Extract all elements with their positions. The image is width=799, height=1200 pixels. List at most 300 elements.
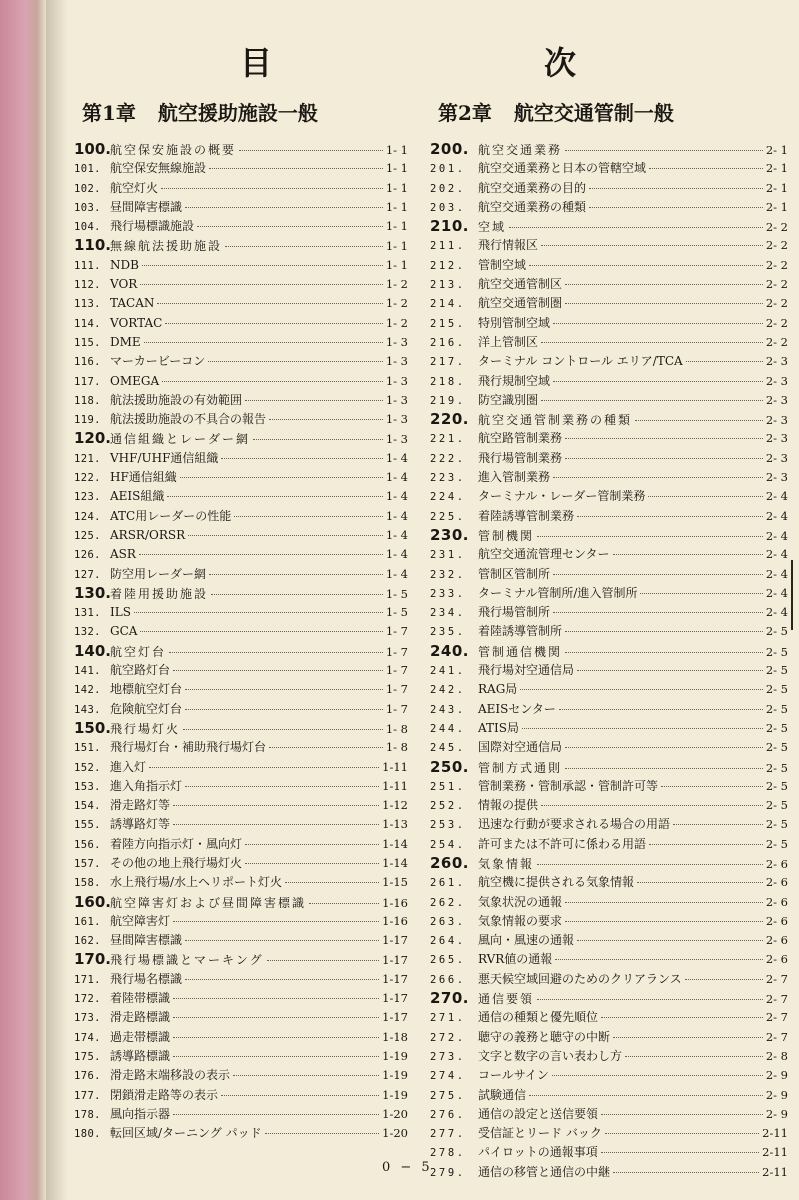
entry-page: 2- 7 bbox=[765, 1010, 788, 1025]
entry-page: 2- 3 bbox=[765, 450, 788, 465]
toc-entry bbox=[430, 777, 788, 796]
toc-entry bbox=[74, 1047, 408, 1066]
entry-title: ILS bbox=[110, 605, 131, 620]
entry-title: 進入角指示灯 bbox=[110, 778, 183, 793]
dot-leader bbox=[601, 1017, 763, 1018]
dot-leader bbox=[253, 439, 383, 440]
toc-entry bbox=[74, 815, 408, 834]
dot-leader bbox=[565, 303, 763, 304]
entry-number: 122. bbox=[74, 472, 101, 485]
entry-number: 263. bbox=[430, 915, 466, 928]
entry-page: 2- 5 bbox=[765, 624, 788, 639]
entry-page: 1- 3 bbox=[385, 334, 408, 349]
entry-page: 2- 5 bbox=[765, 836, 788, 851]
toc-entry bbox=[430, 449, 788, 468]
entry-number: 177. bbox=[74, 1089, 101, 1102]
toc-entry bbox=[74, 854, 408, 873]
entry-number: 176. bbox=[74, 1070, 101, 1083]
entry-page: 1- 1 bbox=[385, 180, 408, 195]
entry-page: 2- 4 bbox=[765, 528, 788, 543]
entry-number: 211. bbox=[430, 240, 466, 253]
dot-leader bbox=[173, 1056, 379, 1057]
entry-page: 1-20 bbox=[382, 1106, 408, 1121]
dot-leader bbox=[673, 824, 763, 825]
entry-title: 航空灯台 bbox=[110, 644, 167, 659]
entry-page: 2- 5 bbox=[765, 778, 788, 793]
entry-number: 123. bbox=[74, 491, 101, 504]
entry-title: パイロットの通報事項 bbox=[478, 1145, 598, 1160]
dot-leader bbox=[173, 1037, 379, 1038]
entry-page: 1- 5 bbox=[385, 586, 408, 601]
entry-title: ターミナル・レーダー管制業務 bbox=[478, 489, 646, 504]
entry-number: 200. bbox=[430, 140, 470, 158]
dot-leader bbox=[185, 709, 383, 710]
entry-page: 1-14 bbox=[382, 855, 408, 870]
entry-number: 158. bbox=[74, 877, 101, 890]
dot-leader bbox=[173, 824, 379, 825]
entry-title: 文字と数字の言い表わし方 bbox=[478, 1048, 623, 1063]
entry-page: 2- 3 bbox=[765, 354, 788, 369]
entry-number: 170. bbox=[74, 950, 112, 969]
entry-page: 1- 1 bbox=[385, 239, 408, 254]
chapter-1-column bbox=[74, 96, 408, 1143]
entry-page: 2- 2 bbox=[765, 277, 788, 292]
toc-entry bbox=[74, 584, 408, 603]
entry-number: 254. bbox=[430, 838, 466, 851]
dot-leader bbox=[173, 805, 379, 806]
toc-entry bbox=[430, 642, 788, 661]
entry-title: 着陸誘導管制所 bbox=[478, 624, 563, 639]
toc-entry bbox=[430, 1066, 788, 1085]
entry-page: 2- 1 bbox=[765, 161, 788, 176]
entry-title: 許可または不許可に係わる用語 bbox=[478, 836, 647, 851]
entry-number: 243. bbox=[430, 703, 466, 716]
dot-leader bbox=[625, 1056, 763, 1057]
entry-page: 1-17 bbox=[382, 971, 408, 986]
entry-number: 117. bbox=[74, 375, 101, 388]
entry-title: 危険航空灯台 bbox=[110, 701, 183, 716]
entry-title: GCA bbox=[110, 624, 138, 639]
entry-page: 2-11 bbox=[762, 1126, 788, 1141]
entry-number: 140. bbox=[74, 641, 112, 660]
entry-title: 防空用レーダー網 bbox=[110, 566, 207, 581]
entry-page: 1-16 bbox=[382, 895, 408, 910]
entry-title: 水上飛行場/水上ヘリポート灯火 bbox=[110, 875, 283, 890]
entry-page: 1- 7 bbox=[385, 701, 408, 716]
chapter-2-entries bbox=[430, 140, 788, 1182]
entry-page: 1-19 bbox=[382, 1068, 408, 1083]
entry-number: 120. bbox=[74, 429, 112, 448]
entry-page: 2- 5 bbox=[765, 663, 788, 678]
dot-leader bbox=[577, 940, 763, 941]
toc-entry bbox=[74, 256, 408, 275]
dot-leader bbox=[613, 1172, 759, 1173]
entry-page: 2- 5 bbox=[765, 701, 788, 716]
entry-number: 220. bbox=[430, 410, 470, 429]
toc-entry bbox=[74, 275, 408, 294]
entry-number: 130. bbox=[74, 583, 112, 602]
entry-title: 航空交通管制業務の種類 bbox=[478, 413, 633, 428]
toc-entry bbox=[74, 159, 408, 178]
entry-title: AEISセンター bbox=[478, 701, 556, 716]
entry-title: 飛行場灯台・補助飛行場灯台 bbox=[110, 740, 267, 755]
dot-leader bbox=[649, 844, 763, 845]
toc-entry bbox=[74, 314, 408, 333]
entry-number: 251. bbox=[430, 780, 466, 793]
entry-title: 通信の設定と送信要領 bbox=[478, 1106, 599, 1121]
toc-entry bbox=[74, 565, 408, 584]
dot-leader bbox=[589, 207, 763, 208]
dot-leader bbox=[173, 1114, 379, 1115]
entry-page: 2- 7 bbox=[765, 1029, 788, 1044]
entry-title: 迅速な行動が要求される場合の用語 bbox=[478, 817, 671, 832]
dot-leader bbox=[188, 535, 383, 536]
entry-number: 252. bbox=[430, 800, 466, 813]
toc-entry bbox=[74, 526, 408, 545]
toc-entry bbox=[430, 989, 788, 1008]
entry-number: 241. bbox=[430, 665, 466, 678]
dot-leader bbox=[541, 400, 763, 401]
entry-page: 2- 5 bbox=[765, 760, 788, 775]
entry-page: 1-14 bbox=[382, 836, 408, 851]
entry-number: 171. bbox=[74, 973, 101, 986]
dot-leader bbox=[565, 458, 763, 459]
toc-entry bbox=[430, 950, 788, 969]
toc-entry bbox=[74, 931, 408, 950]
entry-page: 1- 1 bbox=[385, 257, 408, 272]
entry-page: 1-15 bbox=[382, 875, 408, 890]
entry-title: マーカービーコン bbox=[110, 354, 206, 369]
dot-leader bbox=[577, 516, 763, 517]
dot-leader bbox=[144, 342, 383, 343]
entry-number: 174. bbox=[74, 1031, 101, 1044]
toc-entry bbox=[430, 294, 788, 313]
toc-entry bbox=[74, 796, 408, 815]
toc-entry bbox=[74, 352, 408, 371]
dot-leader bbox=[234, 516, 383, 517]
dot-leader bbox=[589, 188, 763, 189]
dot-leader bbox=[165, 323, 383, 324]
entry-page: 2- 1 bbox=[765, 199, 788, 214]
dot-leader bbox=[245, 400, 383, 401]
entry-number: 242. bbox=[430, 684, 466, 697]
dot-leader bbox=[157, 303, 382, 304]
dot-leader bbox=[565, 768, 763, 769]
chapter-1-number: 第1章 bbox=[82, 101, 136, 125]
entry-page: 1-16 bbox=[382, 913, 408, 928]
entry-title: VHF/UHF通信組織 bbox=[110, 450, 219, 465]
entry-title: 飛行場管制所 bbox=[478, 605, 551, 620]
entry-title: 受信証とリード バック bbox=[478, 1126, 602, 1141]
entry-title: 航空交通管制圏 bbox=[478, 296, 563, 311]
entry-title: 飛行場標識とマーキング bbox=[110, 953, 264, 968]
entry-page: 1- 8 bbox=[385, 721, 408, 736]
entry-number: 115. bbox=[74, 336, 101, 349]
dot-leader bbox=[245, 844, 379, 845]
entry-number: 230. bbox=[430, 525, 470, 544]
entry-page: 1- 3 bbox=[385, 412, 408, 427]
toc-entry bbox=[430, 1105, 788, 1124]
toc-entry bbox=[74, 642, 408, 661]
entry-page: 2- 6 bbox=[765, 875, 788, 890]
dot-leader bbox=[180, 477, 383, 478]
entry-page: 2- 6 bbox=[765, 913, 788, 928]
page-title-right: 次 bbox=[544, 44, 579, 82]
toc-entry bbox=[430, 873, 788, 892]
toc-entry bbox=[430, 912, 788, 931]
entry-title: ASR bbox=[110, 547, 136, 562]
entry-number: 157. bbox=[74, 857, 101, 870]
toc-entry bbox=[74, 950, 408, 969]
toc-entry bbox=[74, 777, 408, 796]
dot-leader bbox=[245, 863, 379, 864]
toc-entry bbox=[74, 1008, 408, 1027]
entry-page: 2- 2 bbox=[765, 238, 788, 253]
entry-page: 1- 2 bbox=[385, 315, 408, 330]
entry-number: 271. bbox=[430, 1012, 466, 1025]
entry-title: 転回区域/ターニング パッド bbox=[110, 1126, 262, 1141]
entry-page: 2- 9 bbox=[765, 1068, 788, 1083]
dot-leader bbox=[185, 979, 379, 980]
entry-title: 管制区管制所 bbox=[478, 566, 551, 581]
entry-title: 昼間障害標識 bbox=[110, 933, 183, 948]
entry-title: 管制業務・管制承認・管制許可等 bbox=[478, 778, 659, 793]
entry-page: 1- 8 bbox=[385, 740, 408, 755]
entry-page: 1- 2 bbox=[385, 296, 408, 311]
dot-leader bbox=[601, 1152, 759, 1153]
toc-entry bbox=[74, 661, 408, 680]
entry-number: 212. bbox=[430, 259, 466, 272]
dot-leader bbox=[183, 729, 383, 730]
toc-entry bbox=[430, 275, 788, 294]
toc-entry bbox=[430, 835, 788, 854]
entry-title: 航空交通流管理センター bbox=[478, 547, 610, 562]
toc-entry bbox=[430, 1008, 788, 1027]
dot-leader bbox=[541, 805, 763, 806]
entry-page: 1- 4 bbox=[385, 527, 408, 542]
dot-leader bbox=[285, 882, 379, 883]
dot-leader bbox=[565, 284, 763, 285]
dot-leader bbox=[185, 207, 383, 208]
toc-entry bbox=[74, 1086, 408, 1105]
toc-entry bbox=[430, 680, 788, 699]
toc-entry bbox=[430, 545, 788, 564]
toc-entry bbox=[430, 1086, 788, 1105]
entry-number: 175. bbox=[74, 1050, 101, 1063]
dot-leader bbox=[167, 496, 382, 497]
dot-leader bbox=[637, 882, 763, 883]
toc-entry bbox=[430, 256, 788, 275]
entry-number: 118. bbox=[74, 394, 101, 407]
entry-number: 213. bbox=[430, 279, 466, 292]
toc-entry bbox=[74, 179, 408, 198]
entry-page: 1- 5 bbox=[385, 605, 408, 620]
entry-title: 航空保安無線施設 bbox=[110, 161, 207, 176]
entry-title: 空域 bbox=[478, 220, 507, 235]
entry-number: 156. bbox=[74, 838, 101, 851]
toc-entry bbox=[430, 815, 788, 834]
entry-page: 2- 5 bbox=[765, 644, 788, 659]
entry-title: 航空障害灯 bbox=[110, 913, 171, 928]
dot-leader bbox=[185, 940, 379, 941]
entry-number: 126. bbox=[74, 549, 101, 562]
entry-number: 278. bbox=[430, 1147, 466, 1160]
dot-leader bbox=[553, 612, 763, 613]
entry-page: 1- 3 bbox=[385, 432, 408, 447]
entry-number: 124. bbox=[74, 510, 101, 523]
entry-page: 1- 7 bbox=[385, 644, 408, 659]
dot-leader bbox=[239, 150, 383, 151]
entry-title: 管制通信機関 bbox=[478, 644, 563, 659]
toc-entry bbox=[430, 719, 788, 738]
entry-page: 1- 7 bbox=[385, 663, 408, 678]
toc-entry bbox=[74, 912, 408, 931]
entry-title: AEIS組織 bbox=[110, 489, 165, 504]
entry-page: 2- 4 bbox=[765, 605, 788, 620]
entry-number: 111. bbox=[74, 259, 101, 272]
dot-leader bbox=[185, 786, 379, 787]
toc-entry bbox=[74, 1028, 408, 1047]
entry-title: 航法援助施設の不具合の報告 bbox=[110, 412, 267, 427]
toc-entry bbox=[430, 661, 788, 680]
entry-page: 1- 7 bbox=[385, 624, 408, 639]
entry-number: 266. bbox=[430, 973, 466, 986]
entry-title: ターミナル コントロール エリア/TCA bbox=[478, 354, 683, 369]
entry-number: 173. bbox=[74, 1012, 101, 1025]
entry-title: 情報の提供 bbox=[478, 798, 539, 813]
entry-page: 1- 7 bbox=[385, 682, 408, 697]
toc-entry bbox=[74, 758, 408, 777]
entry-number: 121. bbox=[74, 452, 101, 465]
entry-title: 飛行場標識施設 bbox=[110, 219, 195, 234]
entry-number: 201. bbox=[430, 163, 466, 176]
entry-number: 150. bbox=[74, 718, 112, 737]
entry-page: 1- 3 bbox=[385, 392, 408, 407]
entry-page: 2- 2 bbox=[765, 315, 788, 330]
dot-leader bbox=[685, 979, 763, 980]
entry-number: 223. bbox=[430, 472, 466, 485]
dot-leader bbox=[613, 1037, 763, 1038]
entry-number: 180. bbox=[74, 1128, 101, 1141]
toc-entry bbox=[430, 1143, 788, 1162]
dot-leader bbox=[134, 612, 383, 613]
entry-title: 着陸帯標識 bbox=[110, 991, 171, 1006]
entry-page: 2- 3 bbox=[765, 431, 788, 446]
entry-page: 1-11 bbox=[382, 778, 408, 793]
dot-leader bbox=[635, 420, 763, 421]
dot-leader bbox=[520, 689, 763, 690]
entry-number: 222. bbox=[430, 452, 466, 465]
entry-title: 航空路灯台 bbox=[110, 663, 171, 678]
toc-entry bbox=[74, 835, 408, 854]
entry-page: 2- 3 bbox=[765, 470, 788, 485]
chapter-2-title: 航空交通管制一般 bbox=[513, 101, 674, 125]
entry-page: 1- 4 bbox=[385, 547, 408, 562]
entry-number: 112. bbox=[74, 279, 101, 292]
entry-number: 103. bbox=[74, 201, 101, 214]
dot-leader bbox=[225, 246, 383, 247]
toc-entry bbox=[430, 179, 788, 198]
dot-leader bbox=[509, 227, 763, 228]
entry-page: 2- 1 bbox=[765, 143, 788, 157]
entry-title: ATIS局 bbox=[478, 720, 519, 735]
dot-leader bbox=[553, 323, 763, 324]
entry-page: 2- 6 bbox=[765, 856, 788, 871]
dot-leader bbox=[529, 1095, 763, 1096]
entry-page: 1- 3 bbox=[385, 373, 408, 388]
entry-page: 2- 1 bbox=[765, 180, 788, 195]
toc-entry bbox=[74, 1066, 408, 1085]
dot-leader bbox=[553, 574, 763, 575]
toc-entry bbox=[430, 738, 788, 757]
toc-entry bbox=[74, 873, 408, 892]
entry-number: 250. bbox=[430, 757, 470, 776]
entry-page: 1- 4 bbox=[385, 489, 408, 504]
toc-entry bbox=[430, 931, 788, 950]
entry-number: 218. bbox=[430, 375, 466, 388]
entry-number: 264. bbox=[430, 935, 466, 948]
toc-entry bbox=[430, 854, 788, 873]
chapter-1-heading bbox=[82, 96, 408, 130]
entry-number: 219. bbox=[430, 394, 466, 407]
dot-leader bbox=[537, 999, 763, 1000]
entry-number: 110. bbox=[74, 236, 112, 255]
entry-number: 155. bbox=[74, 819, 101, 832]
chapter-1-entries bbox=[74, 140, 408, 1143]
dot-leader bbox=[221, 458, 382, 459]
toc-entry bbox=[430, 410, 788, 429]
entry-number: 233. bbox=[430, 587, 466, 600]
dot-leader bbox=[553, 477, 763, 478]
dot-leader bbox=[221, 1095, 379, 1096]
entry-number: 162. bbox=[74, 935, 101, 948]
entry-page: 2- 4 bbox=[765, 489, 788, 504]
dot-leader bbox=[565, 902, 763, 903]
dot-leader bbox=[185, 689, 383, 690]
toc-entry bbox=[430, 391, 788, 410]
toc-entry bbox=[74, 140, 408, 159]
entry-page: 2- 5 bbox=[765, 740, 788, 755]
entry-number: 116. bbox=[74, 356, 101, 369]
entry-title: 防空識別圏 bbox=[478, 392, 539, 407]
entry-page: 1- 3 bbox=[385, 354, 408, 369]
toc-entry bbox=[74, 622, 408, 641]
toc-entry bbox=[74, 294, 408, 313]
entry-title: 滑走路灯等 bbox=[110, 798, 171, 813]
entry-title: ARSR/ORSR bbox=[110, 527, 186, 542]
entry-number: 131. bbox=[74, 607, 101, 620]
dot-leader bbox=[537, 864, 763, 865]
dot-leader bbox=[565, 921, 763, 922]
entry-page: 2- 7 bbox=[765, 992, 788, 1007]
entry-page: 2- 2 bbox=[765, 334, 788, 349]
entry-number: 274. bbox=[430, 1070, 466, 1083]
entry-title: 航空障害灯および昼間障害標識 bbox=[110, 895, 307, 910]
entry-page: 1-17 bbox=[382, 1010, 408, 1025]
entry-page: 2- 9 bbox=[765, 1087, 788, 1102]
entry-number: 261. bbox=[430, 877, 466, 890]
dot-leader bbox=[208, 361, 383, 362]
dot-leader bbox=[233, 1075, 379, 1076]
toc-entry bbox=[74, 410, 408, 429]
page-title-left: 目 bbox=[240, 44, 275, 82]
entry-number: 262. bbox=[430, 896, 466, 909]
entry-title: 進入灯 bbox=[110, 759, 147, 774]
entry-page: 1- 1 bbox=[385, 219, 408, 234]
entry-page: 2-11 bbox=[762, 1145, 788, 1160]
toc-entry bbox=[430, 140, 788, 159]
toc-entry bbox=[430, 372, 788, 391]
